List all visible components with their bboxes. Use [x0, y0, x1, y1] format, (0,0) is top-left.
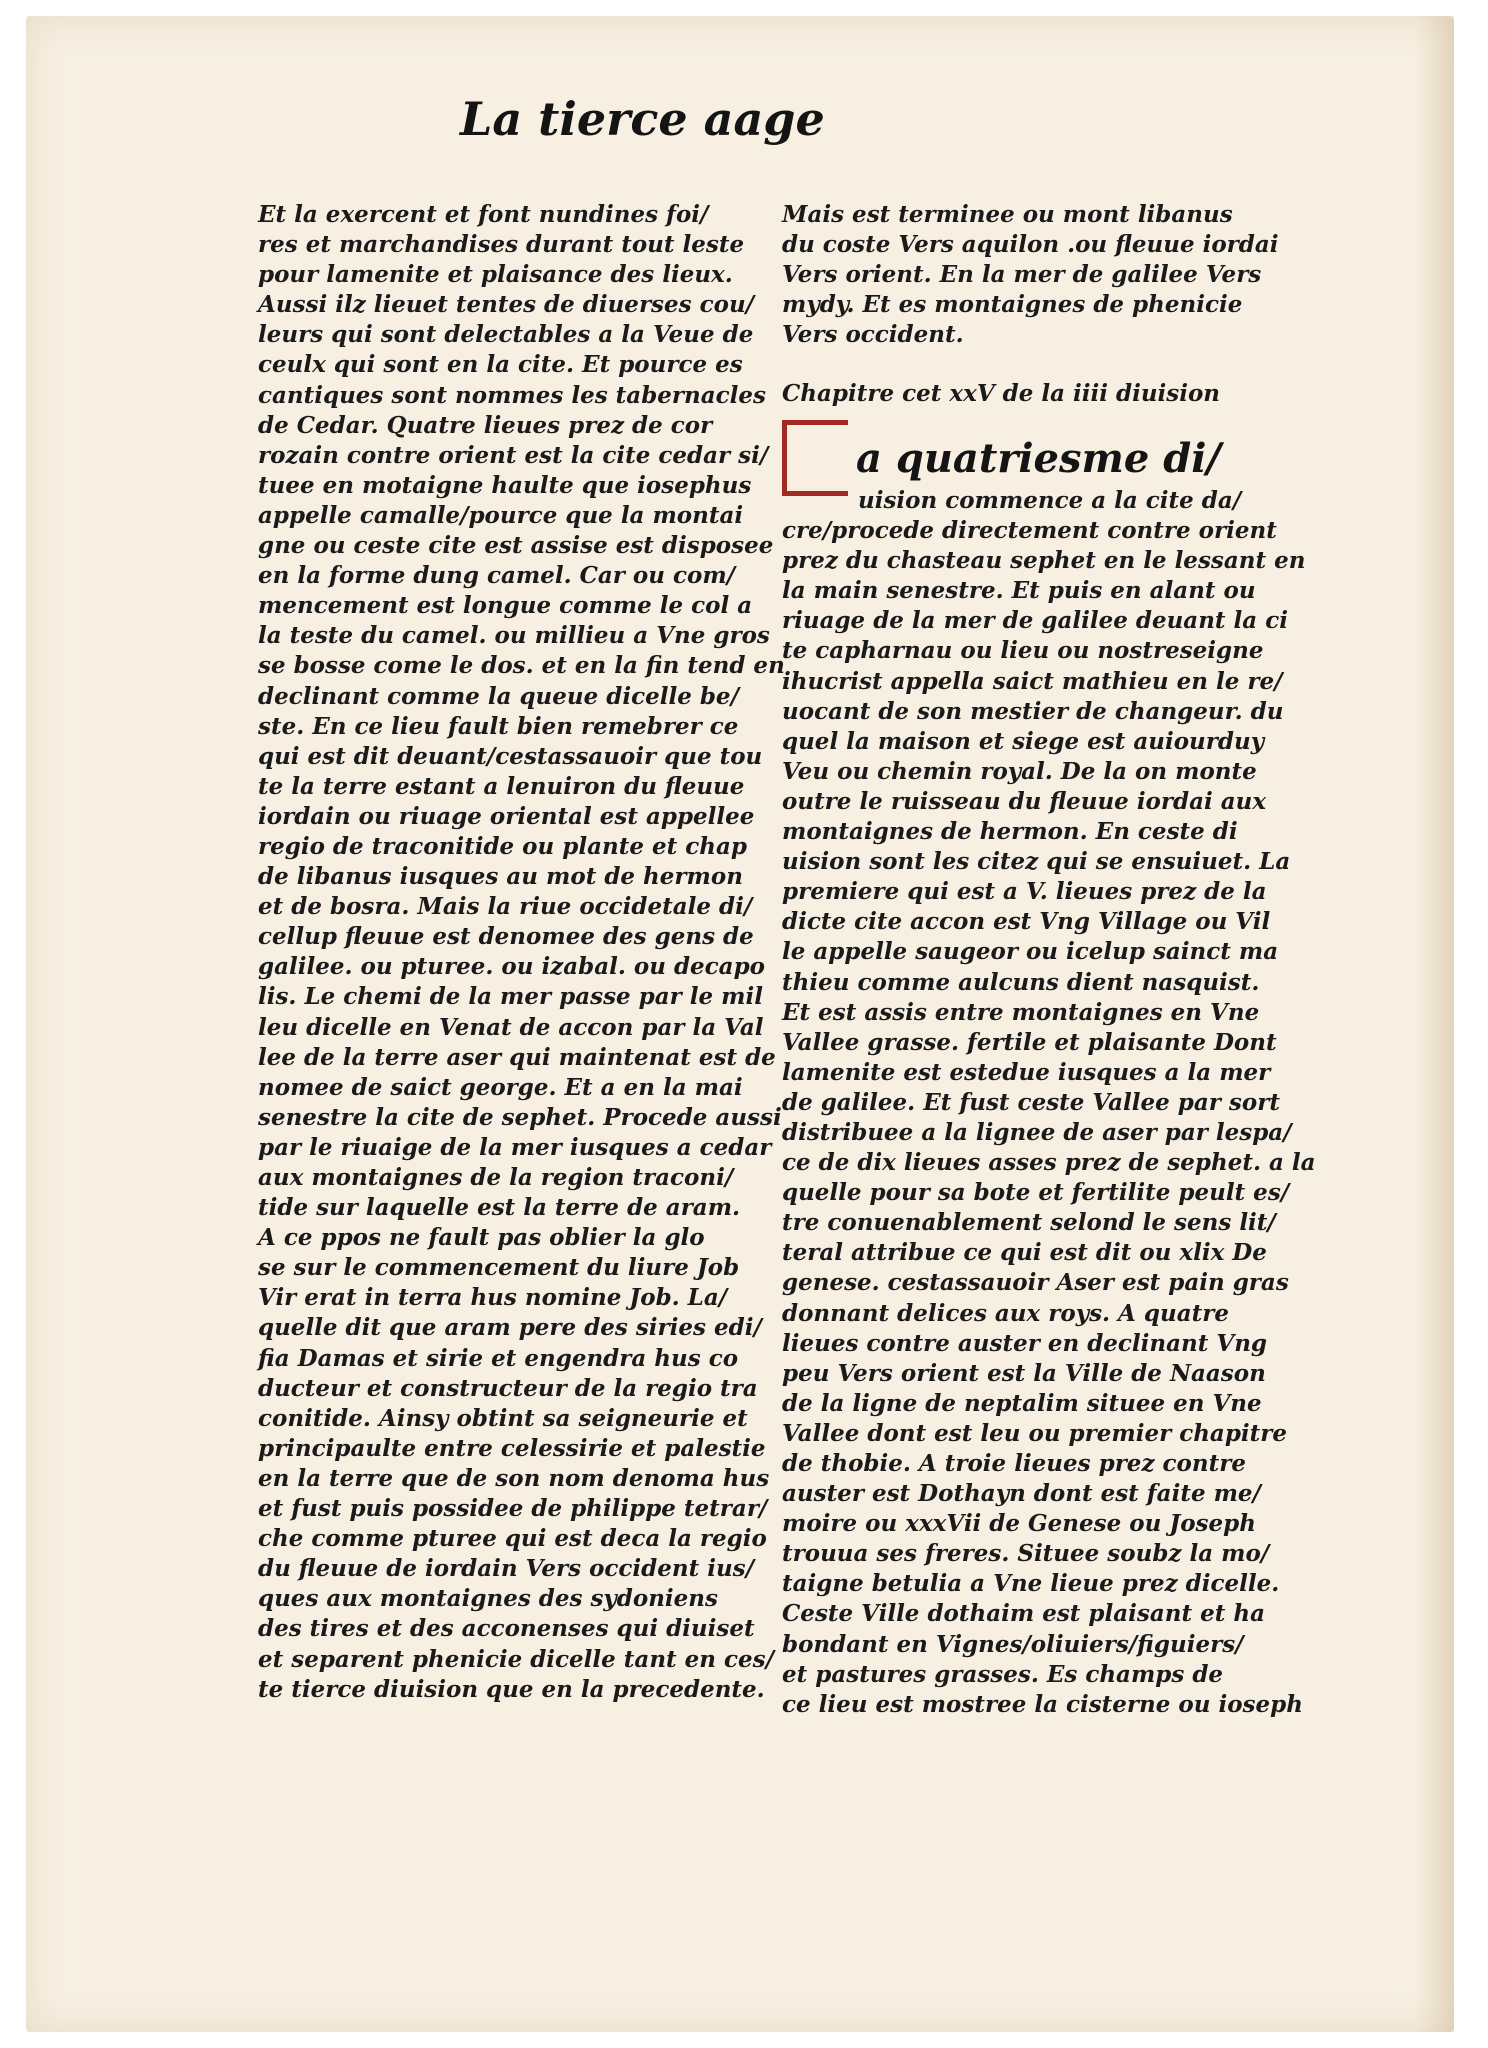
text-line: et pastures grasses. Es champs de: [782, 1660, 1224, 1688]
text-line: Vallee grasse. fertile et plaisante Dont: [782, 1028, 1277, 1056]
text-line: te tierce diuision que en la precedente.: [258, 1675, 765, 1703]
text-line: distribuee a la lignee de aser par lespa/: [782, 1118, 1292, 1146]
text-line: Veu ou chemin royal. De la on monte: [782, 757, 1257, 785]
text-line: Aussi ilz lieuet tentes de diuerses cou/: [258, 291, 755, 319]
text-line: uision sont les citez qui se ensuiuet. La: [782, 848, 1291, 876]
text-line: la teste du camel. ou millieu a Vne gros: [258, 622, 770, 650]
text-line: de Cedar. Quatre lieues prez de cor: [258, 411, 713, 439]
text-line: la main senestre. Et puis en alant ou: [782, 577, 1256, 605]
text-line: donnant delices aux roys. A quatre: [782, 1299, 1229, 1327]
text-line: qui est dit deuant/cestassauoir que tou: [258, 742, 763, 770]
lead-line: a quatriesme di/: [856, 435, 1221, 482]
chapter-lead: [782, 416, 1242, 482]
text-line: rozain contre orient est la cite cedar si/: [258, 441, 769, 469]
text-line: taigne betulia a Vne lieue prez dicelle.: [782, 1570, 1280, 1598]
right-column-lines: [782, 486, 1316, 1720]
right-column-top: [782, 200, 1279, 350]
text-line: et de bosra. Mais la riue occidetale di/: [258, 893, 753, 921]
chapter-heading: Chapitre cet xxV de la iiii diuision: [782, 380, 1221, 407]
text-line: se sur le commencement du liure Job: [258, 1254, 740, 1282]
text-line: du coste Vers aquilon .ou fleuue iordai: [782, 231, 1279, 259]
text-line: de la ligne de neptalim situee en Vne: [782, 1389, 1262, 1417]
text-line: auster est Dothayn dont est faite me/: [782, 1480, 1261, 1508]
text-line: trouua ses freres. Situee soubz la mo/: [782, 1540, 1270, 1568]
text-line: lee de la terre aser qui maintenat est de: [258, 1043, 776, 1071]
initial-letter-icon: [782, 420, 848, 496]
text-line: leurs qui sont delectables a la Veue de: [258, 321, 754, 349]
text-line: declinant comme la queue dicelle be/: [258, 682, 739, 710]
text-line: ducteur et constructeur de la regio tra: [258, 1374, 758, 1402]
text-line: nomee de saict george. Et a en la mai: [258, 1073, 743, 1101]
text-line: galilee. ou pturee. ou izabal. ou decapo: [258, 953, 765, 981]
text-line: premiere qui est a V. lieues prez de la: [782, 878, 1267, 906]
text-line: leu dicelle en Venat de accon par la Val: [258, 1013, 764, 1041]
text-line: pour lamenite et plaisance des lieux.: [258, 261, 733, 289]
text-line: en la forme dung camel. Car ou com/: [258, 562, 736, 590]
text-line: aux montaignes de la region traconi/: [258, 1164, 734, 1191]
text-line: uision commence a la cite da/: [858, 487, 1242, 514]
text-line: montaignes de hermon. En ceste di: [782, 818, 1238, 846]
text-line: Ceste Ville dothaim est plaisant et ha: [782, 1600, 1265, 1628]
text-line: tide sur laquelle est la terre de aram.: [258, 1194, 741, 1222]
text-line: et fust puis possidee de philippe tetrar/: [258, 1495, 768, 1523]
text-line: ce lieu est mostree la cisterne ou ioseph: [782, 1690, 1303, 1718]
text-line: des tires et des acconenses qui diuiset: [258, 1615, 755, 1643]
text-line: uocant de son mestier de changeur. du: [782, 697, 1284, 725]
text-line: genese. cestassauoir Aser est pain gras: [782, 1269, 1289, 1297]
text-line: mencement est longue comme le col a: [258, 592, 753, 620]
text-line: Mais est terminee ou mont libanus: [782, 201, 1233, 228]
text-line: Et est assis entre montaignes en Vne: [782, 998, 1260, 1026]
text-line: fia Damas et sirie et engendra hus co: [258, 1344, 739, 1372]
text-line: Vallee dont est leu ou premier chapitre: [782, 1419, 1288, 1447]
text-line: principaulte entre celessirie et palestie: [258, 1434, 766, 1462]
text-line: quelle pour sa bote et fertilite peult es/: [782, 1179, 1290, 1207]
text-line: cre/procede directement contre orient: [782, 517, 1277, 545]
text-line: appelle camalle/pource que la montai: [258, 501, 744, 529]
text-line: gne ou ceste cite est assise est disposee: [258, 532, 774, 560]
text-line: teral attribue ce qui est dit ou xlix De: [782, 1239, 1267, 1267]
text-line: Vir erat in terra hus nomine Job. La/: [258, 1284, 728, 1312]
text-line: regio de traconitide ou plante et chap: [258, 832, 747, 860]
text-line: Et la exercent et font nundines foi/: [258, 201, 709, 228]
text-line: par le riuaige de la mer iusques a cedar: [258, 1133, 772, 1161]
text-line: mydy. Et es montaignes de phenicie: [782, 291, 1243, 319]
text-line: Vers occident.: [782, 321, 964, 349]
text-line: le appelle saugeor ou icelup sainct ma: [782, 938, 1279, 966]
text-line: dicte cite accon est Vng Village ou Vil: [782, 908, 1271, 936]
text-line: lis. Le chemi de la mer passe par le mil: [258, 983, 763, 1011]
text-line: senestre la cite de sephet. Procede aussi: [258, 1103, 782, 1131]
text-line: riuage de la mer de galilee deuant la ci: [782, 607, 1288, 635]
text-line: te capharnau ou lieu ou nostreseigne: [782, 637, 1264, 665]
page-edge-shade: [1414, 16, 1454, 2032]
text-line: quelle dit que aram pere des siries edi/: [258, 1314, 762, 1342]
text-line: lamenite est estedue iusques a la mer: [782, 1058, 1271, 1086]
text-line: ste. En ce lieu fault bien remebrer ce: [258, 712, 739, 740]
text-line: et separent phenicie dicelle tant en ces/: [258, 1645, 775, 1673]
text-line: de thobie. A troie lieues prez contre: [782, 1450, 1246, 1477]
right-column-lower: [782, 380, 1316, 1720]
text-line: tre conuenablement selond le sens lit/: [782, 1209, 1276, 1237]
text-line: cellup fleuue est denomee des gens de: [258, 923, 754, 951]
text-line: iordain ou riuage oriental est appellee: [258, 802, 755, 830]
text-line: te la terre estant a lenuiron du fleuue: [258, 772, 745, 800]
text-line: ce de dix lieues asses prez de sephet. a la: [782, 1149, 1316, 1177]
text-line: de libanus iusques au mot de hermon: [258, 863, 743, 891]
text-line: tuee en motaigne haulte que iosephus: [258, 471, 752, 499]
text-line: prez du chasteau sephet en le lessant en: [782, 547, 1306, 575]
text-line: du fleuue de iordain Vers occident ius/: [258, 1555, 755, 1583]
text-line: bondant en Vignes/oliuiers/figuiers/: [782, 1630, 1244, 1658]
text-line: peu Vers orient est la Ville de Naason: [782, 1359, 1266, 1387]
text-line: moire ou xxxVii de Genese ou Joseph: [782, 1510, 1256, 1538]
text-line: conitide. Ainsy obtint sa seigneurie et: [258, 1404, 748, 1432]
text-line: ques aux montaignes des sydoniens: [258, 1585, 718, 1613]
text-line: thieu comme aulcuns dient nasquist.: [782, 968, 1260, 996]
text-line: ceulx qui sont en la cite. Et pource es: [258, 351, 743, 379]
text-line: A ce ppos ne fault pas oblier la glo: [258, 1224, 705, 1252]
text-line: ihucrist appella saict mathieu en le re/: [782, 667, 1283, 695]
text-line: de galilee. Et fust ceste Vallee par sort: [782, 1088, 1280, 1116]
text-line: outre le ruisseau du fleuue iordai aux: [782, 787, 1267, 815]
text-line: lieues contre auster en declinant Vng: [782, 1329, 1268, 1357]
page-header: La tierce aage: [460, 92, 825, 146]
text-line: cantiques sont nommes les tabernacles: [258, 381, 766, 409]
text-line: se bosse come le dos. et en la fin tend en: [258, 652, 785, 680]
text-line: res et marchandises durant tout leste: [258, 231, 745, 259]
text-line: Vers orient. En la mer de galilee Vers: [782, 261, 1262, 289]
text-line: en la terre que de son nom denoma hus: [258, 1464, 770, 1492]
left-column: [258, 200, 785, 1705]
text-line: quel la maison et siege est auiourduy: [782, 727, 1265, 755]
text-line: che comme pturee qui est deca la regio: [258, 1525, 767, 1553]
